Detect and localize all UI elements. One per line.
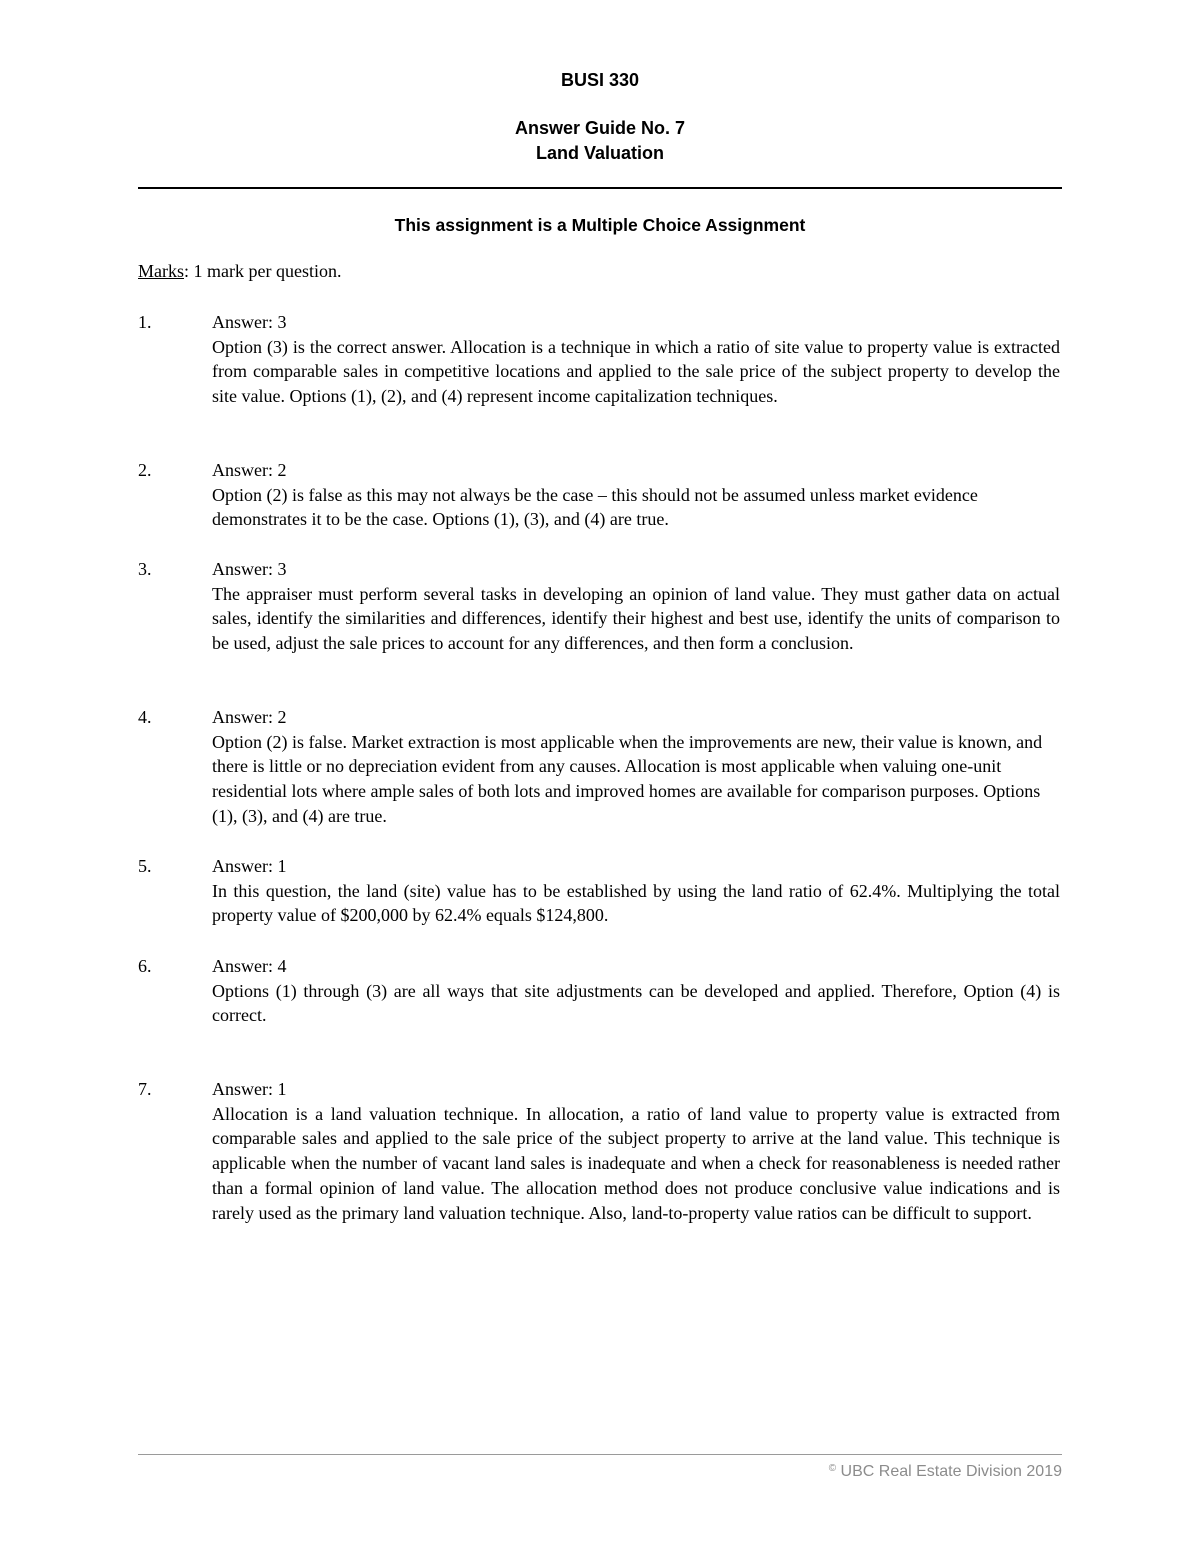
header-divider	[138, 187, 1062, 189]
question-5	[138, 854, 1062, 928]
question-explanation: Allocation is a land valuation technique. In allocation, a ratio of land value to property value is extracted from comparable sales and applied to the sale price of the subject property to arrive at the land value. This technique is applicable when the number of vacant land sales is inadequate and when a check for reasonableness is needed rather than a formal opinion of land value. The allocation method does not produce conclusive value indications and is rarely used as the primary land valuation technique. Also, land-to-property value ratios can be difficult to support.	[212, 1103, 1060, 1223]
question-4	[138, 705, 1062, 829]
question-number: 7.	[138, 1079, 152, 1099]
question-explanation: Option (2) is false. Market extraction is most applicable when the improvements are new, their value is known, and there is little or no depreciation evident from any causes. Allocation is most applicable when valuing one-unit residential lots where ample sales of both lots and improved homes are available for comparison purposes. Options (1), (3), and (4) are true.	[212, 731, 1043, 826]
footer-divider	[138, 1454, 1062, 1455]
question-explanation: Option (2) is false as this may not always be the case – this should not be assumed unless market evidence demonstrates it to be the case. Options (1), (3), and (4) are true.	[212, 484, 978, 530]
marks-label: Marks	[138, 261, 184, 281]
question-number: 4.	[138, 707, 152, 727]
question-1	[138, 310, 1062, 409]
marks-text: : 1 mark per question.	[184, 261, 342, 281]
question-7	[138, 1077, 1062, 1225]
question-number: 2.	[138, 460, 152, 480]
footer-text: UBC Real Estate Division 2019	[836, 1463, 1062, 1480]
question-6	[138, 954, 1062, 1028]
question-number: 5.	[138, 856, 152, 876]
question-explanation: The appraiser must perform several tasks in developing an opinion of land value. They must gather data on actual sales, identify the similarities and differences, identify their highest and best use, identify the units of comparison to be used, adjust the sale prices to account for any differences, and then form a conclusion.	[212, 583, 1060, 654]
course-code: BUSI 330	[560, 70, 640, 90]
question-2	[138, 458, 1062, 532]
question-number: 3.	[138, 559, 152, 579]
question-number: 6.	[138, 956, 152, 976]
marks-line	[138, 261, 341, 282]
question-answer: Answer: 3	[212, 559, 287, 579]
question-answer: Answer: 2	[212, 460, 287, 480]
question-answer: Answer: 1	[212, 856, 287, 876]
question-answer: Answer: 4	[212, 956, 287, 976]
topic-title: Land Valuation	[535, 143, 664, 163]
assignment-type-heading: This assignment is a Multiple Choice Assignment	[394, 215, 806, 235]
footer-copyright	[829, 1463, 1062, 1481]
guide-title: Answer Guide No. 7	[514, 118, 686, 138]
question-explanation: In this question, the land (site) value has to be established by using the land ratio of 62.4%. Multiplying the total property value of $200,000 by 62.4% equals $124,800.	[212, 880, 1060, 926]
question-answer: Answer: 3	[212, 312, 287, 332]
question-answer: Answer: 2	[212, 707, 287, 727]
question-explanation: Options (1) through (3) are all ways that site adjustments can be developed and applied. Therefore, Option (4) is correct.	[212, 980, 1060, 1026]
question-number: 1.	[138, 312, 152, 332]
question-answer: Answer: 1	[212, 1079, 287, 1099]
question-explanation: Option (3) is the correct answer. Allocation is a technique in which a ratio of site value to property value is extracted from comparable sales in competitive locations and applied to the sale price of the subject property to develop the site value. Options (1), (2), and (4) represent income capitalization techniques.	[212, 336, 1060, 407]
copyright-symbol: ©	[828, 1463, 837, 1474]
question-3	[138, 557, 1062, 656]
